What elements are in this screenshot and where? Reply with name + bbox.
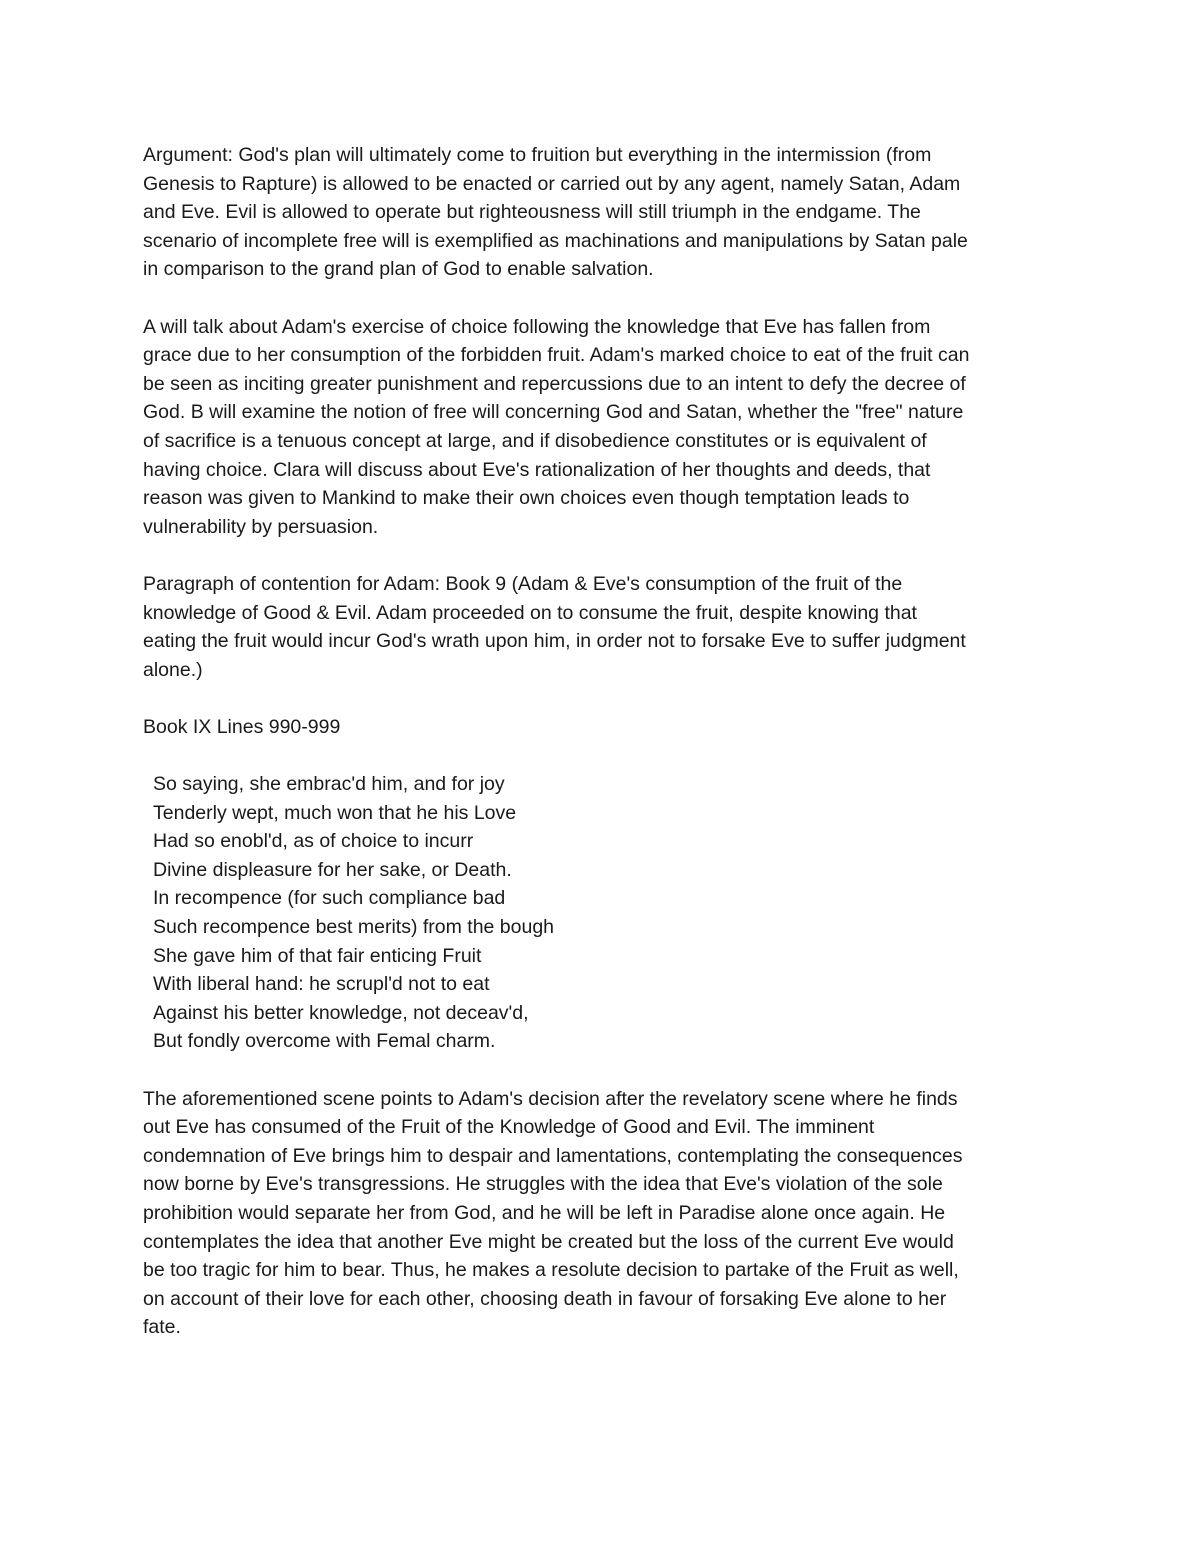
text-line: contemplates the idea that another Eve might be created but the loss of the current Eve would [143,1230,954,1253]
document-page [143,141,1083,1371]
text-line: of sacrifice is a tenuous concept at large, and if disobedience constitutes or is equivalent of [143,429,927,452]
text-line: knowledge of Good & Evil. Adam proceeded on to consume the fruit, despite knowing that [143,601,917,624]
poem-line: She gave him of that fair enticing Fruit [153,944,482,967]
poem-line: With liberal hand: he scrupl'd not to eat [153,973,490,996]
citation-text: Book IX Lines 990-999 [143,715,341,738]
text-line: condemnation of Eve brings him to despair and lamentations, contemplating the consequences [143,1144,963,1167]
text-line: be too tragic for him to bear. Thus, he makes a resolute decision to partake of the Fruit as well, [143,1259,959,1282]
text-line: reason was given to Mankind to make their own choices even though temptation leads to [143,487,910,510]
text-line: and Eve. Evil is allowed to operate but righteousness will still triumph in the endgame. The [143,201,921,224]
citation-heading [143,713,1083,742]
text-line: alone.) [143,658,203,681]
poem-line: Such recompence best merits) from the bough [153,916,555,939]
text-line: scenario of incomplete free will is exemplified as machinations and manipulations by Satan pale [143,229,968,252]
poem-excerpt [143,770,1083,1056]
contention-paragraph [143,570,1083,684]
text-line: be seen as inciting greater punishment and repercussions due to an intent to defy the decree of [143,372,966,395]
text-line: having choice. Clara will discuss about Eve's rationalization of her thoughts and deeds, that [143,458,931,481]
poem-line: So saying, she embrac'd him, and for joy [153,773,505,796]
text-line: Argument: God's plan will ultimately come to fruition but everything in the intermission (from [143,144,932,166]
poem-line: Had so enobl'd, as of choice to incurr [153,830,474,853]
analysis-paragraph [143,1085,1083,1342]
argument-paragraph [143,141,1083,284]
text-line: eating the fruit would incur God's wrath upon him, in order not to forsake Eve to suffer judgment [143,630,966,653]
text-line: out Eve has consumed of the Fruit of the Knowledge of Good and Evil. The imminent [143,1116,875,1139]
poem-line: Divine displeasure for her sake, or Death. [153,858,512,881]
poem-line: In recompence (for such compliance bad [153,887,506,910]
text-line: prohibition would separate her from God, and he will be left in Paradise alone once again. He [143,1201,946,1224]
text-line: grace due to her consumption of the forbidden fruit. Adam's marked choice to eat of the fruit can [143,344,970,367]
text-line: fate. [143,1316,181,1339]
text-line: in comparison to the grand plan of God to enable salvation. [143,258,654,281]
text-line: God. B will examine the notion of free will concerning God and Satan, whether the "free" nature [143,401,964,424]
text-line: A will talk about Adam's exercise of choice following the knowledge that Eve has fallen from [143,315,931,338]
text-line: vulnerability by persuasion. [143,515,379,538]
poem-line: Tenderly wept, much won that he his Love [153,801,517,824]
poem-line: Against his better knowledge, not deceav'd, [153,1001,529,1024]
text-line: Genesis to Rapture) is allowed to be enacted or carried out by any agent, namely Satan, Adam [143,172,961,195]
text-line: on account of their love for each other, choosing death in favour of forsaking Eve alone to her [143,1287,947,1310]
text-line: now borne by Eve's transgressions. He struggles with the idea that Eve's violation of the sole [143,1173,943,1196]
outline-paragraph [143,313,1083,542]
poem-line: But fondly overcome with Femal charm. [153,1030,496,1053]
text-line: The aforementioned scene points to Adam's decision after the revelatory scene where he finds [143,1087,958,1110]
text-line: Paragraph of contention for Adam: Book 9 (Adam & Eve's consumption of the fruit of the [143,572,903,595]
